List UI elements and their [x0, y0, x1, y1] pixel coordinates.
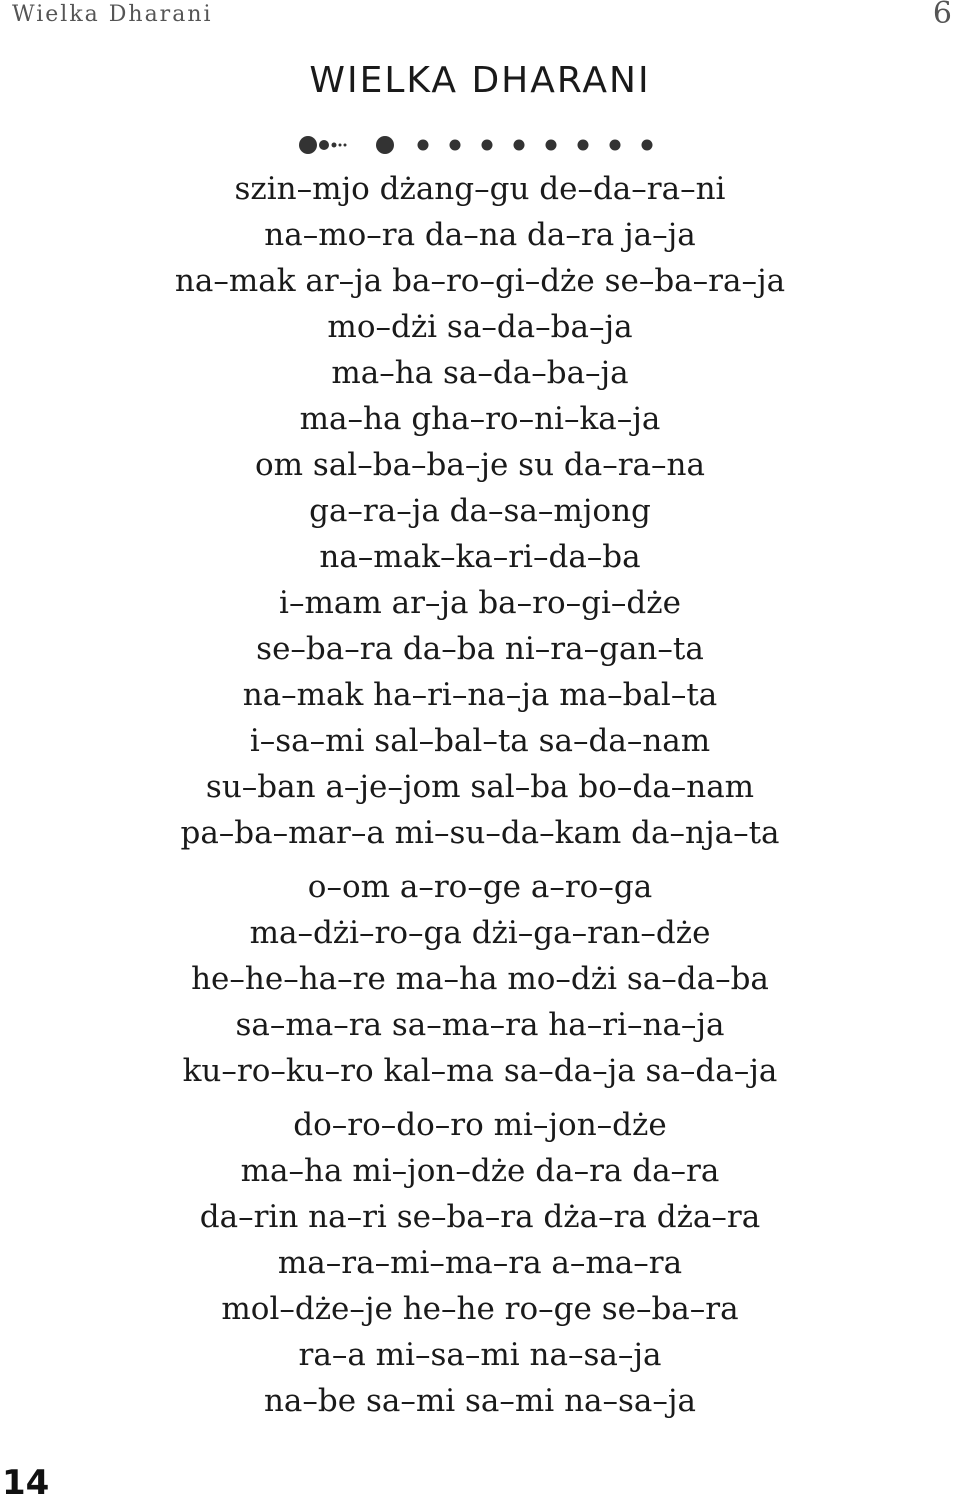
verse-block — [0, 166, 960, 1424]
ornament-dot — [642, 140, 653, 151]
stanza-2 — [0, 864, 960, 1094]
stanza-1 — [0, 166, 960, 856]
verse-line: da–rin na–ri se–ba–ra dża–ra dża–ra — [199, 1199, 761, 1235]
ornament-dot — [418, 140, 429, 151]
dot-row-ornament-icon — [290, 130, 670, 160]
page-number: 14 — [2, 1463, 50, 1503]
stanza-3 — [0, 1102, 960, 1424]
ornament-dot-large — [299, 136, 317, 154]
verse-line: na–be sa–mi sa–mi na–sa–ja — [263, 1383, 697, 1419]
verse-line: i–mam ar–ja ba–ro–gi–dże — [279, 585, 681, 621]
ornament-dot — [610, 140, 621, 151]
verse-line: na–mak ha–ri–na–ja ma–bal–ta — [242, 677, 718, 713]
page-title: WIELKA DHARANI — [309, 60, 651, 101]
verse-line: ma–ha mi–jon–dże da–ra da–ra — [240, 1153, 720, 1189]
verse-line: ma–ha sa–da–ba–ja — [331, 355, 629, 391]
verse-line: mo–dżi sa–da–ba–ja — [327, 309, 633, 345]
verse-line: na–mak ar–ja ba–ro–gi–dże se–ba–ra–ja — [174, 263, 786, 299]
ornament-dot — [450, 140, 461, 151]
verse-line: o–om a–ro–ge a–ro–ga — [307, 869, 653, 905]
verse-line: ra–a mi–sa–mi na–sa–ja — [298, 1337, 662, 1373]
verse-line: na–mo–ra da–na da–ra ja–ja — [264, 217, 696, 253]
verse-line: ma–dżi–ro–ga dżi–ga–ran–dże — [249, 915, 711, 951]
verse-line: pa–ba–mar–a mi–su–da–kam da–nja–ta — [180, 815, 780, 851]
ornament-dot — [514, 140, 525, 151]
ornament-dot-medium — [319, 140, 329, 150]
verse-line: na–mak–ka–ri–da–ba — [319, 539, 641, 575]
chapter-number: 6 — [932, 0, 952, 31]
verse-line: szin–mjo dżang–gu de–da–ra–ni — [234, 171, 726, 207]
verse-line: ma–ha gha–ro–ni–ka–ja — [299, 401, 661, 437]
verse-line: he–he–ha–re ma–ha mo–dżi sa–da–ba — [191, 961, 769, 997]
running-head: Wielka Dharani — [12, 2, 213, 27]
ornament-dot-tiny — [344, 144, 347, 147]
ornament-dot-tiny — [339, 144, 342, 147]
verse-line: i–sa–mi sal–bal–ta sa–da–nam — [249, 723, 711, 759]
verse-line: ma–ra–mi–ma–ra a–ma–ra — [277, 1245, 683, 1281]
verse-line: ga–ra–ja da–sa–mjong — [309, 493, 651, 529]
verse-line: su–ban a–je–jom sal–ba bo–da–nam — [205, 769, 755, 805]
ornament-dot-tiny — [332, 143, 337, 148]
verse-line: mol–dże–je he–he ro–ge se–ba–ra — [221, 1291, 739, 1327]
verse-line: om sal–ba–ba–je su da–ra–na — [255, 447, 705, 483]
verse-line: do–ro–do–ro mi–jon–dże — [293, 1107, 667, 1143]
ornament-dot-large — [376, 136, 394, 154]
ornament-dot — [482, 140, 493, 151]
verse-line: sa–ma–ra sa–ma–ra ha–ri–na–ja — [235, 1007, 725, 1043]
verse-line: ku–ro–ku–ro kal–ma sa–da–ja sa–da–ja — [182, 1053, 778, 1089]
verse-line: se–ba–ra da–ba ni–ra–gan–ta — [256, 631, 704, 667]
ornament-dot — [546, 140, 557, 151]
ornament-dot — [578, 140, 589, 151]
